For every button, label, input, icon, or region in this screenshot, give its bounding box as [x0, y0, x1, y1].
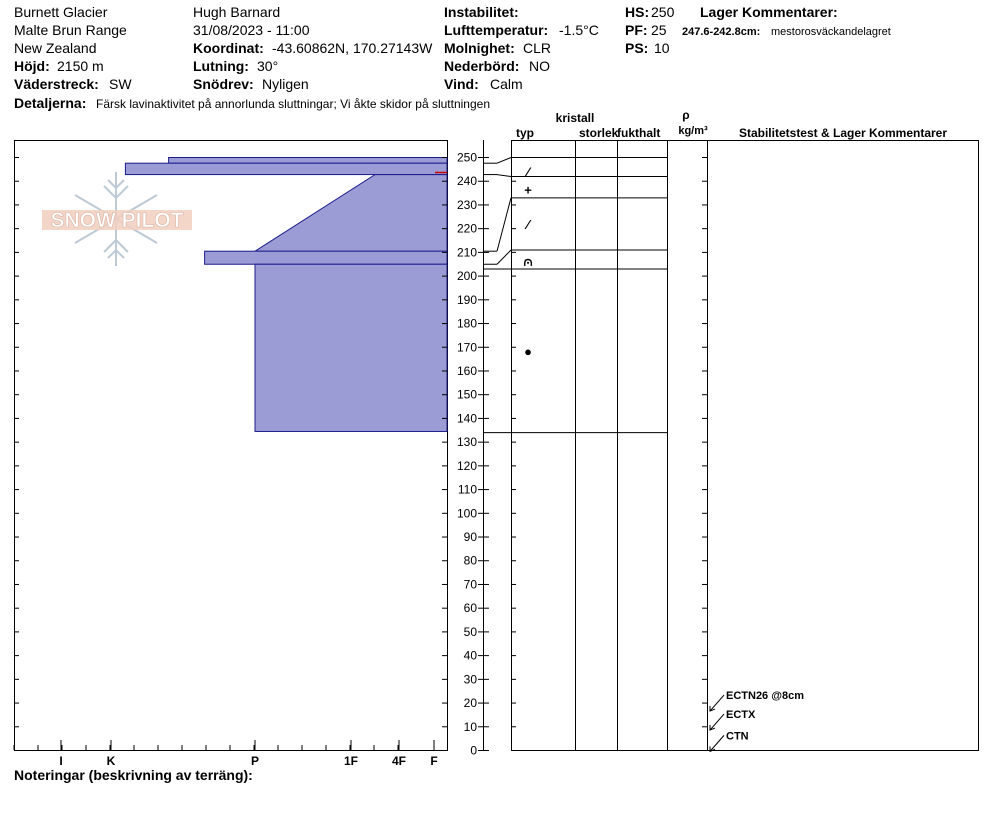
- elevation-label: Höjd:: [14, 58, 50, 74]
- depth-tick-label: 40: [463, 648, 477, 663]
- air-temp-label: Lufttemperatur:: [444, 22, 549, 38]
- depth-tick-label: 120: [456, 458, 477, 473]
- col-moisture: fukthalt: [617, 126, 661, 140]
- test-arrow: [710, 714, 724, 730]
- hardness-layer: [205, 251, 447, 264]
- layer-table-frame: [512, 141, 979, 751]
- details-text: Färsk lavinaktivitet på annorlunda sluttningar; Vi åkte skidor på sluttningen: [96, 97, 491, 111]
- hardness-tick-label: 4F: [391, 754, 407, 768]
- hs-value: 250: [651, 4, 675, 20]
- depth-tick-label: 250: [456, 150, 477, 165]
- col-size: storlek: [579, 126, 619, 140]
- depth-tick-label: 170: [456, 340, 477, 355]
- boundary-connector: [497, 175, 511, 177]
- grain-type-symbol: ●: [524, 343, 532, 359]
- hardness-tick-label: K: [106, 754, 116, 768]
- aspect-label: Väderstreck:: [14, 76, 99, 92]
- aspect-value: SW: [109, 76, 132, 92]
- coord-label: Koordinat:: [193, 40, 264, 56]
- depth-tick-label: 50: [463, 624, 477, 639]
- sky-label: Molnighet:: [444, 40, 515, 56]
- observer: Hugh Barnard: [193, 4, 281, 20]
- wind-loading-value: Nyligen: [262, 76, 309, 92]
- col-rho: ρ: [682, 108, 690, 122]
- stability-test-label: ECTN26 @8cm: [726, 690, 804, 703]
- ps-label: PS:: [625, 40, 649, 56]
- hardness-layer: [255, 264, 447, 431]
- grain-type-symbol: +: [524, 182, 532, 198]
- hardness-tick-label: 1F: [343, 754, 359, 768]
- depth-tick-label: 110: [457, 482, 477, 497]
- grain-type-symbol: ⩀: [523, 253, 533, 269]
- test-arrow: [710, 735, 724, 751]
- col-crystal: kristall: [555, 111, 595, 125]
- depth-tick-label: 210: [456, 245, 477, 260]
- depth-tick-label: 20: [463, 696, 477, 711]
- layer-comment-depth: 247.6-242.8cm:: [682, 26, 761, 38]
- hs-label: HS:: [625, 4, 650, 20]
- elevation-value: 2150 m: [57, 58, 104, 74]
- air-temp-value: -1.5°C: [559, 22, 599, 38]
- depth-tick-label: 190: [456, 292, 477, 307]
- depth-tick-label: 240: [456, 174, 477, 189]
- grain-type-symbol: ⁄: [526, 216, 530, 232]
- hardness-layer: [169, 158, 447, 164]
- stability-test-label: CTN: [726, 730, 749, 743]
- wind-value: Calm: [490, 76, 523, 92]
- boundary-connector: [497, 158, 511, 164]
- depth-tick-label: 30: [463, 672, 477, 687]
- notes-label: Noteringar (beskrivning av terräng):: [14, 767, 253, 783]
- country: New Zealand: [14, 40, 97, 56]
- hardness-tick-label: I: [59, 754, 63, 768]
- depth-tick-label: 180: [456, 316, 477, 331]
- depth-tick-label: 230: [456, 197, 477, 212]
- col-type: typ: [516, 126, 534, 140]
- datetime: 31/08/2023 - 11:00: [193, 22, 310, 38]
- precip-label: Nederbörd:: [444, 58, 520, 74]
- coord-value: -43.60862N, 170.27143W: [272, 40, 433, 56]
- slope-label: Lutning:: [193, 58, 249, 74]
- depth-tick-label: 80: [463, 553, 477, 568]
- sky-value: CLR: [523, 40, 552, 56]
- hardness-layer: [255, 175, 447, 252]
- precip-value: NO: [529, 58, 550, 74]
- layer-comment-text: mestorosväckandelagret: [771, 26, 891, 38]
- boundary-connector: [497, 250, 511, 264]
- depth-tick-label: 90: [463, 530, 477, 545]
- wind-label: Vind:: [444, 76, 479, 92]
- depth-tick-label: 140: [456, 411, 477, 426]
- pf-value: 25: [651, 22, 667, 38]
- depth-tick-label: 70: [463, 577, 477, 592]
- depth-tick-label: 0: [470, 743, 477, 758]
- hardness-layer: [125, 163, 447, 174]
- grain-type-symbol: ⁄: [526, 164, 530, 180]
- depth-tick-label: 200: [456, 269, 477, 284]
- snowpilot-logo: SNOW PILOT: [50, 209, 184, 232]
- location: Burnett Glacier: [14, 4, 108, 20]
- depth-tick-label: 60: [463, 601, 477, 616]
- col-density-unit: kg/m³: [678, 125, 708, 137]
- depth-tick-label: 150: [456, 387, 477, 402]
- slope-value: 30°: [257, 58, 279, 74]
- depth-tick-label: 160: [456, 363, 477, 378]
- pf-label: PF:: [625, 22, 648, 38]
- depth-tick-label: 100: [456, 506, 477, 521]
- col-stability: Stabilitetstest & Lager Kommentarer: [738, 126, 948, 140]
- instability-label: Instabilitet:: [444, 4, 519, 20]
- depth-tick-label: 220: [456, 221, 477, 236]
- ps-value: 10: [654, 40, 670, 56]
- hardness-tick-label: F: [430, 754, 438, 768]
- mountain-range: Malte Brun Range: [14, 22, 127, 38]
- stability-test-label: ECTX: [726, 709, 756, 722]
- wind-loading-label: Snödrev:: [193, 76, 254, 92]
- depth-tick-label: 10: [463, 719, 477, 734]
- details-label: Detaljerna:: [14, 95, 87, 111]
- layer-comments-label: Lager Kommentarer:: [700, 4, 838, 20]
- test-arrow: [710, 695, 724, 711]
- boundary-connector: [497, 198, 511, 251]
- hardness-tick-label: P: [250, 754, 260, 768]
- depth-tick-label: 130: [456, 435, 477, 450]
